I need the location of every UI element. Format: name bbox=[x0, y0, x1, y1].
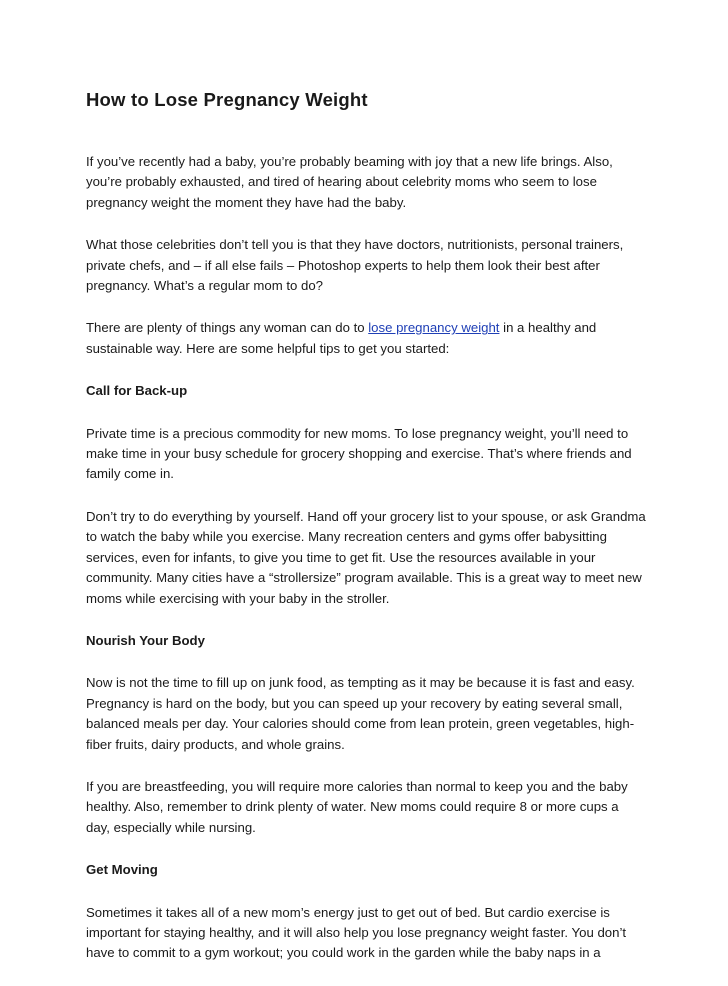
back-up-paragraph-2: Don’t try to do everything by yourself. Hand off your grocery list to your spouse, or ask Grandma to watch the baby while you exercise. Many recreation centers and gyms offer babysitting services, even for infants, to give you time to get fit. Use the resources available in your community. Many cities have a “strollersize” program available. This is a great way to meet new moms while exercising with your baby in the stroller. bbox=[86, 508, 646, 606]
lose-pregnancy-weight-link[interactable]: lose pregnancy weight bbox=[368, 320, 500, 336]
section-heading-get-moving: Get Moving bbox=[86, 862, 158, 878]
intro-paragraph-2: What those celebrities don’t tell you is that they have doctors, nutritionists, personal trainers, private chefs, and – if all else fails – Photoshop experts to help them look their best after pregnancy. What’s a regular mom to do? bbox=[86, 237, 624, 294]
page-title: How to Lose Pregnancy Weight bbox=[86, 89, 368, 110]
intro-paragraph-3 bbox=[86, 318, 646, 359]
section-heading-nourish: Nourish Your Body bbox=[86, 632, 205, 648]
section-heading-back-up: Call for Back-up bbox=[86, 383, 188, 399]
intro-paragraph-3-before: There are plenty of things any woman can do to bbox=[86, 320, 369, 336]
document-page bbox=[86, 88, 646, 986]
nourish-paragraph-1: Now is not the time to fill up on junk food, as tempting as it may be because it is fast and easy. Pregnancy is hard on the body, but you can speed up your recovery by eating several small, balanced meals per day. Your calories should come from lean protein, green vegetables, high-fiber fruits, dairy products, and whole grains. bbox=[86, 675, 635, 752]
intro-paragraph-3-after: in a healthy and sustainable way. Here are some helpful tips to get you started: bbox=[86, 320, 597, 356]
intro-paragraph-1: If you’ve recently had a baby, you’re probably beaming with joy that a new life brings. Also, you’re probably exhausted, and tired of hearing about celebrity moms who seem to lose pregnancy weight the moment they have had the baby. bbox=[86, 154, 613, 210]
back-up-paragraph-1: Private time is a precious commodity for new moms. To lose pregnancy weight, you’ll need to make time in your busy schedule for grocery shopping and exercise. That’s where friends and family come in. bbox=[86, 425, 632, 482]
get-moving-paragraph-1: Sometimes it takes all of a new mom’s energy just to get out of bed. But cardio exercise is important for staying healthy, and it will also help you lose pregnancy weight faster. You don’t have to commit to a gym workout; you could work in the garden while the baby naps in a bbox=[86, 904, 627, 961]
nourish-paragraph-2: If you are breastfeeding, you will require more calories than normal to keep you and the baby healthy. Also, remember to drink plenty of water. New moms could require 8 or more cups a day, especially while nursing. bbox=[86, 778, 628, 835]
